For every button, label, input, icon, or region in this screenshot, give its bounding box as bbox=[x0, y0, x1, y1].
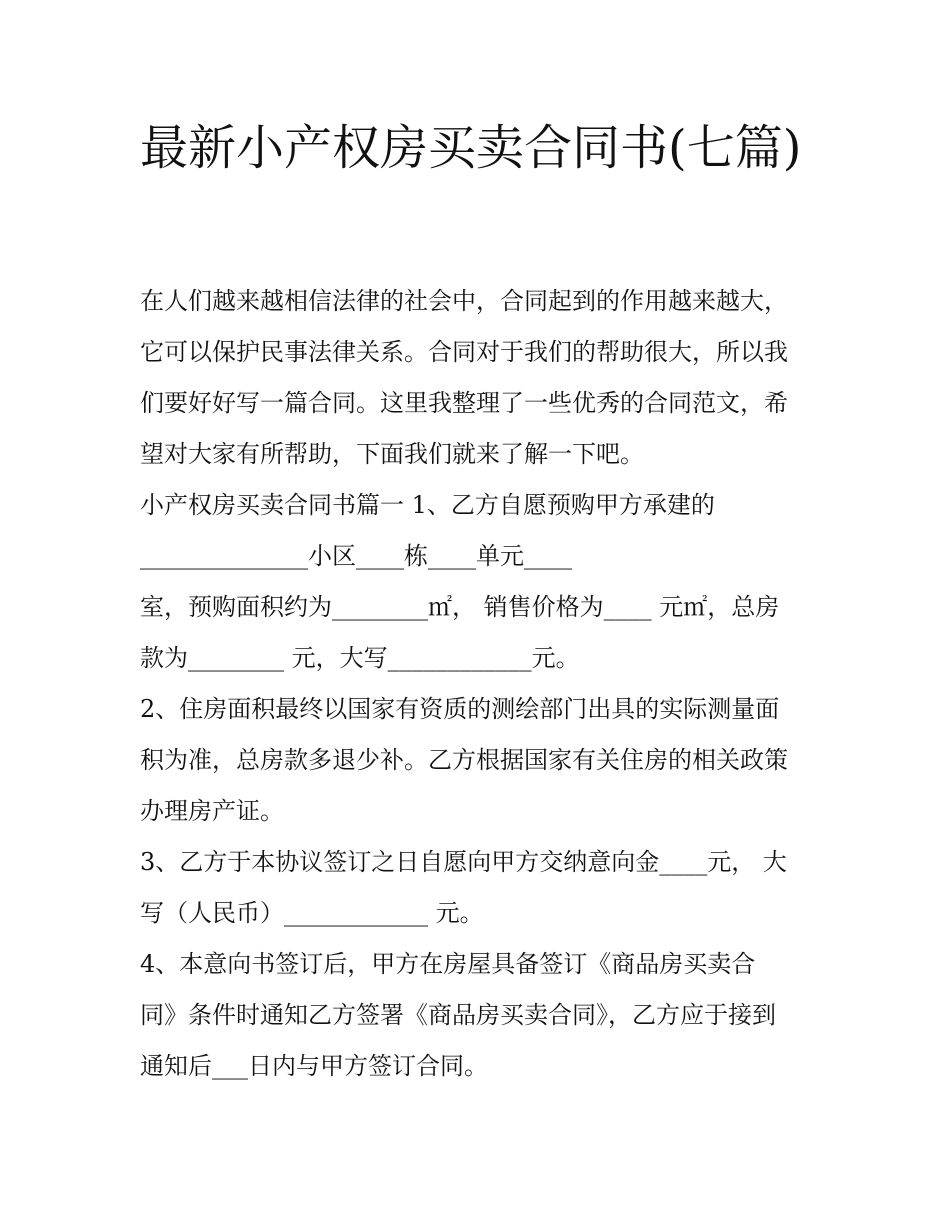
text-line: 在人们越来越相信法律的社会中，合同起到的作用越来越大， bbox=[140, 287, 788, 315]
text-line: 写（人民币）____________ 元。 bbox=[140, 899, 484, 927]
text-line: 望对大家有所帮助，下面我们就来了解一下吧。 bbox=[140, 440, 644, 468]
document-body bbox=[140, 276, 830, 1092]
text-line: 小产权房买卖合同书篇一 1、乙方自愿预购甲方承建的 bbox=[140, 491, 715, 519]
text-line: 室，预购面积约为________㎡， 销售价格为____ 元㎡，总房 bbox=[140, 593, 780, 621]
text-line: 们要好好写一篇合同。这里我整理了一些优秀的合同范文，希 bbox=[140, 389, 788, 417]
text-line: 2、住房面积最终以国家有资质的测绘部门出具的实际测量面 bbox=[140, 695, 780, 723]
text-line: 3、乙方于本协议签订之日自愿向甲方交纳意向金____元， 大 bbox=[140, 848, 787, 876]
text-line: 通知后___日内与甲方签订合同。 bbox=[140, 1052, 488, 1080]
text-line: 它可以保护民事法律关系。合同对于我们的帮助很大，所以我 bbox=[140, 338, 788, 366]
text-line: ______________小区____栋____单元____ bbox=[140, 542, 572, 570]
text-line: 积为准，总房款多退少补。乙方根据国家有关住房的相关政策 bbox=[140, 746, 788, 774]
text-line: 同》条件时通知乙方签署《商品房买卖合同》，乙方应于接到 bbox=[140, 1001, 776, 1029]
text-line: 款为________ 元，大写____________元。 bbox=[140, 644, 580, 672]
text-line: 办理房产证。 bbox=[140, 797, 284, 825]
document-title: 最新小产权房买卖合同书(七篇) bbox=[140, 120, 802, 176]
text-line: 4、本意向书签订后，甲方在房屋具备签订《商品房买卖合 bbox=[140, 950, 756, 978]
